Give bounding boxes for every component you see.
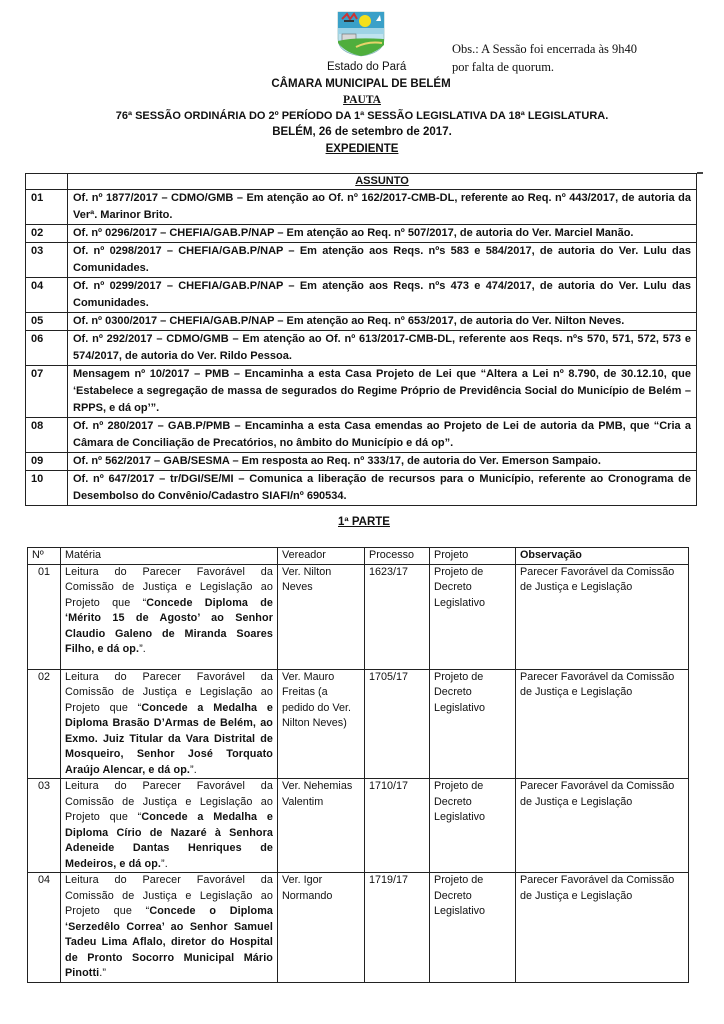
projeto-cell: Projeto de Decreto Legislativo xyxy=(430,779,516,873)
row-number: 02 xyxy=(26,225,68,243)
table-row xyxy=(26,366,697,418)
table-row xyxy=(26,313,697,331)
vereador-cell: Ver. Mauro Freitas (a pedido do Ver. Nilton Neves) xyxy=(278,669,365,779)
table-row xyxy=(28,669,689,779)
row-text: Of. nº 0300/2017 – CHEFIA/GAB.P/NAP – Em atenção ao Req. nº 653/2017, de autoria do Ver. Nilton Neves. xyxy=(68,313,697,331)
column-header-processo: Processo xyxy=(365,548,430,565)
projeto-cell: Projeto de Decreto Legislativo xyxy=(430,669,516,779)
row-text: Mensagem nº 10/2017 – PMB – Encaminha a esta Casa Projeto de Lei que “Altera a Lei nº 8.790, de 30.12.10, que ‘Estabelece a segregação de massa de segurados do Regime Próprio de Previdência Social do Município de Belém – RPPS, e dá op’”. xyxy=(68,366,697,418)
column-header-projeto: Projeto xyxy=(430,548,516,565)
row-number: 08 xyxy=(26,418,68,453)
table-row xyxy=(26,190,697,225)
materia-intro: Leitura do Parecer Favorável da Comissão de Justiça e Legislação ao Projeto que “ xyxy=(65,780,273,823)
vereador-cell: Ver. Nehemias Valentim xyxy=(278,779,365,873)
row-number: 05 xyxy=(26,313,68,331)
materia-bold: Concede Diploma de ‘Mérito 15 de Agosto’ ao Senhor Claudio Galeno de Miranda Soares Filho, e dá op. xyxy=(65,596,273,655)
row-text: Of. nº 292/2017 – CDMO/GMB – Em atenção ao Of. nº 613/2017-CMB-DL, referente aos Reqs. nºs 570, 571, 572, 573 e 574/2017, de autoria do Ver. Rildo Pessoa. xyxy=(68,331,697,366)
table-row xyxy=(26,418,697,453)
table-header-row xyxy=(26,174,697,190)
row-number: 02 xyxy=(28,669,61,779)
expediente-title: EXPEDIENTE xyxy=(325,143,399,155)
observacao-cell: Parecer Favorável da Comissão de Justiça e Legislação xyxy=(516,669,689,779)
table-header-row xyxy=(28,548,689,565)
observacao-cell: Parecer Favorável da Comissão de Justiça e Legislação xyxy=(516,873,689,983)
header-num-cell xyxy=(26,174,68,190)
city-crest-logo xyxy=(334,9,388,57)
row-number: 01 xyxy=(28,564,61,669)
materia-end: ”. xyxy=(139,643,146,655)
table-row xyxy=(26,331,697,366)
row-text: Of. nº 647/2017 – tr/DGI/SE/MI – Comunica a liberação de recursos para o Município, referente ao Cronograma de Desembolso do Convênio/Cadastro SIAFI/nº 690534. xyxy=(68,471,697,506)
projeto-cell: Projeto de Decreto Legislativo xyxy=(430,564,516,669)
row-number: 06 xyxy=(26,331,68,366)
row-text: Of. nº 0299/2017 – CHEFIA/GAB.P/NAP – Em atenção aos Reqs. nºs 473 e 474/2017, de autoria do Ver. Lulu das Comunidades. xyxy=(68,278,697,313)
materia-intro: Leitura do Parecer Favorável da Comissão de Justiça e Legislação ao Projeto que “ xyxy=(65,670,273,714)
materia-intro: Leitura do Parecer Favorável da Comissão de Justiça e Legislação ao Projeto que “ xyxy=(65,874,273,917)
column-header-observacao: Observação xyxy=(516,548,689,565)
row-number: 10 xyxy=(26,471,68,506)
materia-end: ”. xyxy=(190,763,197,776)
expediente-table xyxy=(25,173,697,506)
materia-bold: Concede a Medalha e Diploma Brasão D’Armas de Belém, ao Exmo. Juiz Titular da Vara Distrital de Mosqueiro, Senhor José Torquato Araújo Alencar, e dá op. xyxy=(65,701,273,776)
table-row xyxy=(26,471,697,506)
materia-cell xyxy=(61,669,278,779)
session-date: BELÉM, 26 de setembro de 2017. xyxy=(272,126,452,138)
table-row xyxy=(26,278,697,313)
row-text: Of. nº 562/2017 – GAB/SESMA – Em resposta ao Req. nº 333/17, de autoria do Ver. Emerson Sampaio. xyxy=(68,453,697,471)
row-number: 07 xyxy=(26,366,68,418)
row-number: 03 xyxy=(26,243,68,278)
materia-cell xyxy=(61,779,278,873)
table-border-extension xyxy=(697,172,703,174)
table-row xyxy=(26,225,697,243)
vereador-cell: Ver. Igor Normando xyxy=(278,873,365,983)
column-header-vereador: Vereador xyxy=(278,548,365,565)
observacao-cell: Parecer Favorável da Comissão de Justiça e Legislação xyxy=(516,564,689,669)
row-number: 01 xyxy=(26,190,68,225)
row-text: Of. nº 1877/2017 – CDMO/GMB – Em atenção ao Of. nº 162/2017-CMB-DL, referente ao Req. nº 443/2017, de autoria da Verª. Marinor Brito. xyxy=(68,190,697,225)
vereador-cell: Ver. Nilton Neves xyxy=(278,564,365,669)
processo-cell: 1705/17 xyxy=(365,669,430,779)
materia-intro: Leitura do Parecer Favorável da Comissão de Justiça e Legislação ao Projeto que “ xyxy=(65,565,273,609)
row-number: 04 xyxy=(26,278,68,313)
pauta-title: PAUTA xyxy=(343,94,381,106)
camara-title: CÂMARA MUNICIPAL DE BELÉM xyxy=(271,78,451,90)
table-row xyxy=(28,564,689,669)
row-number: 09 xyxy=(26,453,68,471)
table-row xyxy=(26,243,697,278)
primeira-parte-table xyxy=(27,547,689,983)
estado-label: Estado do Pará xyxy=(327,61,407,73)
processo-cell: 1623/17 xyxy=(365,564,430,669)
primeira-parte-title: 1ª PARTE xyxy=(338,516,390,528)
column-header-num: Nº xyxy=(28,548,61,565)
observacao-cell: Parecer Favorável da Comissão de Justiça e Legislação xyxy=(516,779,689,873)
row-text: Of. nº 0298/2017 – CHEFIA/GAB.P/NAP – Em atenção aos Reqs. nºs 583 e 584/2017, de autoria do Ver. Lulu das Comunidades. xyxy=(68,243,697,278)
assunto-header: ASSUNTO xyxy=(355,175,409,187)
row-number: 03 xyxy=(28,779,61,873)
materia-bold: Concede a Medalha e Diploma Círio de Nazaré à Senhora Adeneide Dantas Henriques de Medeiros, e dá op. xyxy=(65,811,273,870)
row-text: Of. nº 280/2017 – GAB.P/PMB – Encaminha a esta Casa emendas ao Projeto de Lei de autoria da PMB, que “Cria a Câmara de Conciliação de Precatórios, no âmbito do Município e dá op”. xyxy=(68,418,697,453)
table-row xyxy=(28,873,689,983)
header-assunto-cell xyxy=(68,174,697,190)
row-number: 04 xyxy=(28,873,61,983)
table-row xyxy=(28,779,689,873)
row-text: Of. nº 0296/2017 – CHEFIA/GAB.P/NAP – Em atenção ao Req. nº 507/2017, de autoria do Ver. Marciel Manão. xyxy=(68,225,697,243)
session-title: 76ª SESSÃO ORDINÁRIA DO 2º PERÍODO DA 1ª SESSÃO LEGISLATIVA DA 18ª LEGISLATURA. xyxy=(115,110,609,122)
obs-note-line1: Obs.: A Sessão foi encerrada às 9h40 xyxy=(452,42,638,56)
projeto-cell: Projeto de Decreto Legislativo xyxy=(430,873,516,983)
materia-end: .” xyxy=(99,967,107,979)
materia-end: ”. xyxy=(161,857,168,870)
obs-note-line2: por falta de quorum. xyxy=(452,60,555,74)
processo-cell: 1710/17 xyxy=(365,779,430,873)
table-row xyxy=(26,453,697,471)
column-header-materia: Matéria xyxy=(61,548,278,565)
materia-cell xyxy=(61,564,278,669)
processo-cell: 1719/17 xyxy=(365,873,430,983)
materia-cell xyxy=(61,873,278,983)
materia-bold: Concede o Diploma ‘Serzedêlo Correa’ ao Senhor Samuel Tadeu Lima Aflalo, diretor do Hospital de Pronto Socorro Municipal Mário Pinotti xyxy=(65,905,274,979)
